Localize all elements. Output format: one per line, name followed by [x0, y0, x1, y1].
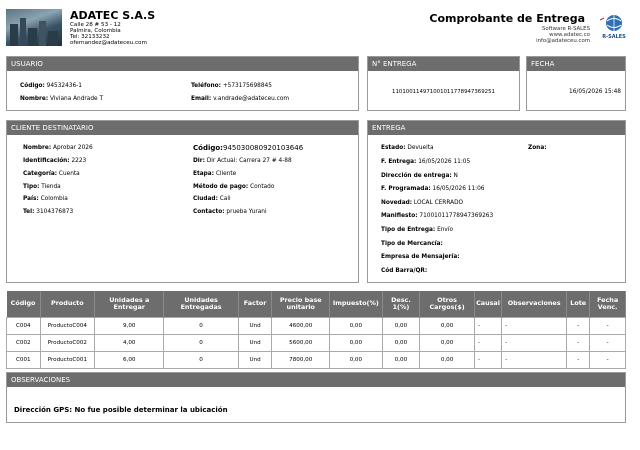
entrega-manifiesto: Manifiesto: 71001011778947369263 — [381, 213, 494, 219]
table-row — [7, 334, 626, 351]
column-header: Unidades a Entregar — [95, 291, 164, 317]
column-header: Impuesto(%) — [330, 291, 382, 317]
document-title: Comprobante de Entrega — [429, 12, 585, 25]
table-cell: 0,00 — [420, 351, 475, 368]
numero-entrega-panel — [367, 56, 520, 111]
cliente-contacto: Contacto: prueba Yurani — [193, 209, 267, 215]
company-phone: Tel: 32133232 — [70, 34, 110, 40]
table-cell: Und — [238, 317, 272, 334]
usuario-header: USUARIO — [7, 57, 358, 71]
column-header: Lote — [567, 291, 590, 317]
column-header: Producto — [40, 291, 95, 317]
cliente-etapa: Etapa: Cliente — [193, 171, 237, 177]
table-cell: 6,00 — [95, 351, 164, 368]
table-cell: ProductoC004 — [40, 317, 95, 334]
cliente-codigo: Código:945030080920103646 — [193, 144, 304, 152]
table-cell: 9,00 — [95, 317, 164, 334]
entrega-estado: Estado: Devuelta — [381, 145, 434, 151]
table-cell: 0,00 — [382, 351, 420, 368]
table-cell: 0,00 — [382, 317, 420, 334]
company-email: ofernandez@adateceu.com — [70, 40, 147, 46]
table-row — [7, 317, 626, 334]
table-cell: 0 — [164, 317, 238, 334]
usuario-panel — [6, 56, 359, 111]
cliente-identificacion: Identificación: 2223 — [23, 158, 87, 164]
entrega-tipo-entrega: Tipo de Entrega: Envío — [381, 227, 453, 233]
fecha-header: FECHA — [527, 57, 625, 71]
cliente-ciudad: Ciudad: Cali — [193, 196, 231, 202]
company-name: ADATEC S.A.S — [70, 9, 156, 22]
svg-text:R-SALES: R-SALES — [602, 34, 626, 40]
entrega-cod-barra: Cód Barra/QR: — [381, 268, 428, 274]
contact-email: info@adateceu.com — [536, 38, 590, 44]
table-cell: - — [590, 317, 626, 334]
company-logo-image — [6, 9, 62, 46]
table-cell: ProductoC002 — [40, 334, 95, 351]
table-cell: - — [590, 334, 626, 351]
table-cell: 0 — [164, 351, 238, 368]
column-header: Causal — [474, 291, 501, 317]
column-header: Precio base unitario — [272, 291, 330, 317]
column-header: Observaciones — [502, 291, 567, 317]
company-website: www.adatec.co — [549, 32, 590, 38]
table-cell: - — [567, 317, 590, 334]
table-cell: - — [502, 334, 567, 351]
cliente-header: CLIENTE DESTINATARIO — [7, 121, 358, 135]
cliente-tel: Tel: 3104376873 — [23, 209, 74, 215]
table-cell: 0 — [164, 334, 238, 351]
table-cell: 0,00 — [382, 334, 420, 351]
cliente-categoria: Categoría: Cuenta — [23, 171, 80, 177]
table-cell: C001 — [7, 351, 41, 368]
cliente-tipo: Tipo: Tienda — [23, 184, 61, 190]
table-cell: 0,00 — [330, 317, 382, 334]
entrega-zona: Zona: — [528, 145, 547, 151]
table-cell: C002 — [7, 334, 41, 351]
table-cell: ProductoC001 — [40, 351, 95, 368]
table-cell: - — [474, 334, 501, 351]
table-cell: 4,00 — [95, 334, 164, 351]
entrega-header: ENTREGA — [368, 121, 625, 135]
software-name: Software R-SALES — [542, 26, 590, 32]
usuario-email: Email: v.andrade@adateceu.com — [191, 96, 290, 102]
column-header: Fecha Venc. — [590, 291, 626, 317]
usuario-nombre: Nombre: Viviana Andrade T — [20, 96, 103, 102]
table-cell: 0,00 — [330, 334, 382, 351]
cliente-pais: País: Colombia — [23, 196, 68, 202]
cliente-nombre: Nombre: Aprobar 2026 — [23, 145, 93, 151]
usuario-codigo: Código: 94532436-1 — [20, 83, 82, 89]
column-header: Factor — [238, 291, 272, 317]
r-sales-logo-icon — [594, 12, 634, 42]
table-body — [7, 317, 626, 368]
table-cell: 4600,00 — [272, 317, 330, 334]
numero-entrega-value: 110100114971001011778947369251 — [392, 89, 495, 95]
table-cell: - — [502, 317, 567, 334]
table-cell: 0,00 — [420, 317, 475, 334]
table-cell: - — [474, 351, 501, 368]
usuario-telefono: Teléfono: +573175698845 — [191, 83, 272, 89]
cliente-direccion: Dir: Dir Actual: Carrera 27 # 4-88 — [193, 158, 292, 164]
entrega-novedad: Novedad: LOCAL CERRADO — [381, 200, 464, 206]
observaciones-text: Dirección GPS: No fue posible determinar la ubicación — [14, 406, 228, 414]
observaciones-panel — [6, 372, 626, 423]
entrega-fecha-programada: F. Programada: 16/05/2026 11:06 — [381, 186, 485, 192]
company-city: Palmira, Colombia — [70, 28, 121, 34]
table-cell: - — [590, 351, 626, 368]
cliente-panel — [6, 120, 359, 283]
table-cell: Und — [238, 351, 272, 368]
column-header: Otros Cargos($) — [420, 291, 475, 317]
entrega-empresa-mensajeria: Empresa de Mensajería: — [381, 254, 460, 260]
entrega-fecha-entrega: F. Entrega: 16/05/2026 11:05 — [381, 159, 471, 165]
table-cell: - — [474, 317, 501, 334]
table-header-row — [7, 291, 626, 317]
column-header: Desc. 1(%) — [382, 291, 420, 317]
table-cell: - — [567, 351, 590, 368]
numero-entrega-header: N° ENTREGA — [368, 57, 519, 71]
table-cell: 5600,00 — [272, 334, 330, 351]
table-cell: - — [567, 334, 590, 351]
company-address: Calle 28 # 53 - 12 — [70, 22, 121, 28]
entrega-panel — [367, 120, 626, 283]
table-cell: C004 — [7, 317, 41, 334]
table-cell: 7800,00 — [272, 351, 330, 368]
entrega-tipo-mercancia: Tipo de Mercancía: — [381, 241, 443, 247]
observaciones-header: OBSERVACIONES — [7, 373, 625, 387]
table-cell: 0,00 — [330, 351, 382, 368]
column-header: Código — [7, 291, 41, 317]
table-row — [7, 351, 626, 368]
entrega-direccion: Dirección de entrega: N — [381, 173, 458, 179]
table-cell: 0,00 — [420, 334, 475, 351]
items-table — [6, 291, 626, 369]
table-cell: Und — [238, 334, 272, 351]
fecha-panel — [526, 56, 626, 111]
cliente-metodo-pago: Método de pago: Contado — [193, 184, 275, 190]
table-cell: - — [502, 351, 567, 368]
column-header: Unidades Entregadas — [164, 291, 238, 317]
fecha-value: 16/05/2026 15:48 — [569, 89, 621, 95]
